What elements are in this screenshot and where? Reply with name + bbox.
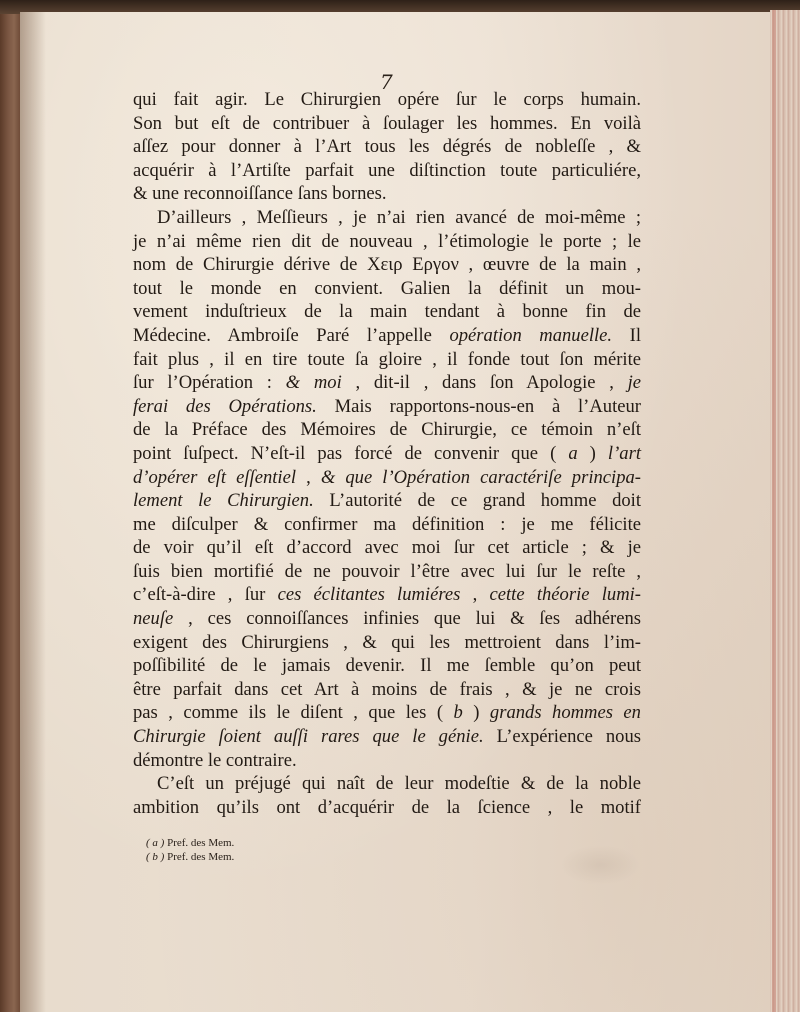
text-segment: L’autorité de ce grand homme doit	[313, 490, 641, 512]
text-segment: poſſibilité de le jamais devenir. Il me ſemble qu’on peut	[133, 655, 641, 677]
text-line	[133, 701, 641, 725]
text-line	[133, 749, 641, 773]
text-line	[133, 371, 641, 395]
text-line	[133, 678, 641, 702]
text-line	[133, 489, 641, 513]
text-segment: aſſez pour donner à l’Art tous les dégrés de nobleſſe , &	[133, 136, 641, 158]
text-segment: ſur l’Opération :	[133, 372, 286, 394]
text-segment: ambition qu’ils ont d’acquérir de la ſcience , le motif	[133, 796, 641, 818]
italic-text: & moi	[285, 372, 342, 394]
italic-text: lement le Chirurgien.	[133, 490, 314, 512]
text-line	[133, 631, 641, 655]
text-line	[133, 324, 641, 348]
text-line	[133, 300, 641, 324]
text-line	[133, 796, 641, 820]
italic-text: b	[453, 702, 463, 724]
text-segment: de voir qu’il eſt d’accord avec moi ſur cet article ; & je	[133, 537, 641, 559]
footnote-text: Pref. des Mem.	[164, 837, 235, 849]
text-line	[133, 348, 641, 372]
text-segment: point ſuſpect. N’eſt-il pas forcé de convenir que (	[133, 442, 569, 464]
ink-show-through	[560, 845, 640, 885]
text-segment: pas , comme ils le diſent , que les (	[133, 702, 454, 724]
italic-text: neuſe	[133, 608, 174, 630]
footnote	[146, 850, 446, 864]
footnote	[146, 836, 446, 850]
italic-text: grands hommes en	[489, 702, 641, 724]
text-line	[133, 536, 641, 560]
page-number: 7	[380, 70, 393, 94]
text-segment: , ces connoiſſances infinies que lui & ſes adhérens	[173, 608, 641, 630]
text-segment: D’ailleurs , Meſſieurs , je n’ai rien avancé de moi-même ;	[157, 206, 641, 228]
gutter-shadow	[20, 12, 46, 1012]
italic-text: Chirurgie ſoient auſſi rares que le génie.	[133, 726, 484, 748]
text-segment: )	[577, 442, 608, 464]
text-segment: C’eſt un préjugé qui naît de leur modeſtie & de la noble	[157, 773, 641, 795]
italic-text: & que l’Opération caractériſe principa-	[320, 466, 641, 488]
footnotes	[146, 836, 446, 864]
italic-text: cette théorie lumi-	[489, 584, 641, 606]
text-segment: je n’ai même rien dit de nouveau , l’étimologie le porte ; le	[133, 230, 641, 252]
text-segment: Il	[612, 324, 641, 346]
text-line	[133, 395, 641, 419]
text-line	[133, 135, 641, 159]
italic-text: d’opérer eſt eſſentiel	[133, 466, 296, 488]
text-segment: de la Préface des Mémoires de Chirurgie, ce témoin n’eſt	[133, 419, 641, 441]
text-line	[133, 112, 641, 136]
text-segment: L’expérience nous	[483, 726, 642, 748]
text-line	[133, 206, 641, 230]
text-segment: Médecine. Ambroiſe Paré l’appelle	[133, 324, 450, 346]
text-line	[133, 560, 641, 584]
text-line	[133, 277, 641, 301]
text-segment: fait plus , il en tire toute ſa gloire , il fonde tout ſon mérite	[133, 348, 641, 370]
text-line	[133, 607, 641, 631]
text-line	[133, 442, 641, 466]
footnote-text: Pref. des Mem.	[164, 851, 235, 863]
text-segment: Son but eſt de contribuer à ſoulager les hommes. En voilà	[133, 112, 641, 134]
italic-text: ces éclitantes lumiéres	[277, 584, 461, 606]
text-segment: ſuis bien mortifié de ne pouvoir l’être avec lui ſur le reſte ,	[133, 560, 641, 582]
text-segment: & une reconnoiſſance ſans bornes.	[133, 183, 387, 205]
text-line	[133, 583, 641, 607]
footnote-mark: ( a )	[146, 837, 165, 849]
text-line	[133, 88, 641, 112]
text-segment: c’eſt-à-dire , ſur	[133, 584, 278, 606]
text-segment: être parfait dans cet Art à moins de frais , & je ne crois	[133, 678, 641, 700]
text-line	[133, 182, 641, 206]
text-line	[133, 159, 641, 183]
text-segment: ,	[296, 466, 321, 488]
italic-text: opération manuelle.	[449, 324, 613, 346]
footnote-mark: ( b )	[146, 851, 165, 863]
text-segment: acquérir à l’Artiſte parfait une diſtinction toute particuliére,	[133, 159, 641, 181]
text-line	[133, 418, 641, 442]
text-segment: tout le monde en convient. Galien la définit un mou-	[133, 277, 641, 299]
text-line	[133, 654, 641, 678]
italic-text: l’art	[607, 442, 641, 464]
text-segment: me diſculper & confirmer ma définition : je me félicite	[133, 513, 641, 535]
text-segment: nom de Chirurgie dérive de Χειρ Εργον , œuvre de la main ,	[133, 254, 641, 276]
text-segment: )	[462, 702, 490, 724]
text-line	[133, 253, 641, 277]
text-line	[133, 772, 641, 796]
text-segment: ,	[460, 584, 490, 606]
text-line	[133, 513, 641, 537]
italic-text: je	[627, 372, 641, 394]
text-segment: vement induſtrieux de la main tendant à bonne fin de	[133, 301, 641, 323]
text-segment: exigent des Chirurgiens , & qui les mettroient dans l’im-	[133, 631, 641, 653]
page-edges	[770, 10, 800, 1012]
body-text	[133, 88, 641, 819]
text-line	[133, 230, 641, 254]
text-segment: qui fait agir. Le Chirurgien opére ſur le corps humain.	[133, 89, 641, 110]
italic-text: a	[568, 442, 578, 464]
text-segment: Mais rapportons-nous-en à l’Auteur	[316, 395, 641, 417]
text-segment: démontre le contraire.	[133, 749, 297, 771]
text-segment: , dit-il , dans ſon Apologie ,	[341, 372, 628, 394]
italic-text: ferai des Opérations.	[133, 395, 317, 417]
text-line	[133, 466, 641, 490]
text-line	[133, 725, 641, 749]
